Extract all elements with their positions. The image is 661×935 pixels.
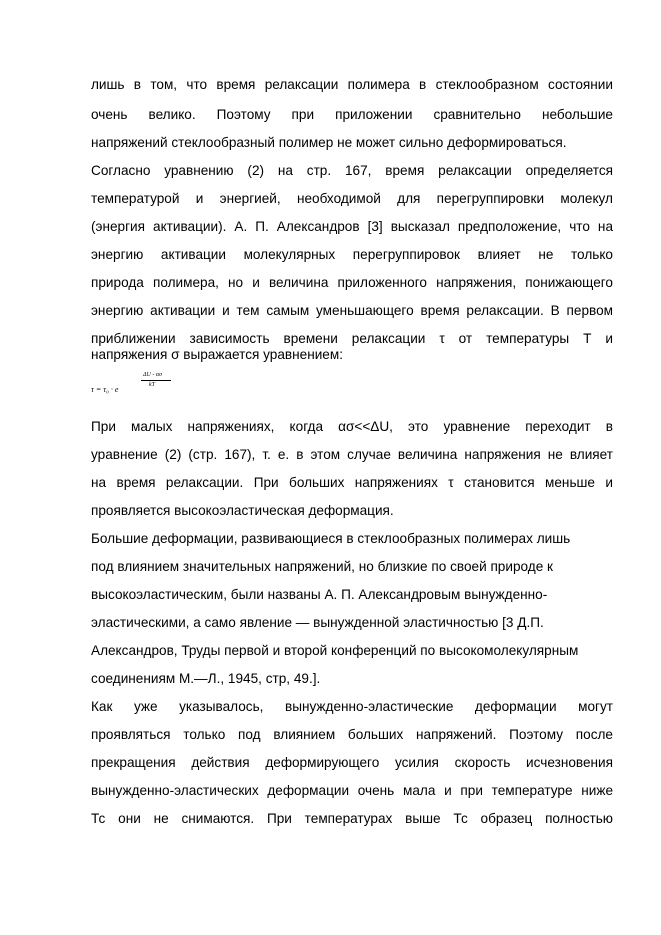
text-line: прекращения действия деформирующего усилия скорость исчезновения (91, 755, 613, 770)
text-line: соединениям М.—Л., 1945, стр, 49.]. (91, 671, 321, 686)
text-line: на время релаксации. При больших напряжениях τ становится меньше и (91, 475, 613, 490)
text-line: приближении зависимость времени релаксации τ от температуры Т и (91, 331, 613, 346)
text-line: Александров, Труды первой и второй конференций по высокомолекулярным (91, 643, 579, 658)
text-line: природа полимера, но и величина приложенного напряжения, понижающего (91, 275, 613, 290)
text-line: напряжений стеклообразный полимер не может сильно деформироваться. (91, 135, 567, 150)
formula-exponent-denominator: kT (149, 382, 155, 388)
text-line: эластическими, а само явление — вынужденной эластичностью [3 Д.П. (91, 615, 544, 630)
text-line: При малых напряжениях, когда ασ<<ΔU, это уравнение переходит в (91, 419, 613, 434)
formula-base: τ = τ₀ · e (91, 385, 119, 394)
text-line: напряжения σ выражается уравнением: (91, 347, 343, 362)
text-line: энергию активации молекулярных перегруппировок влияет не только (91, 247, 613, 262)
text-line: вынужденно-эластических деформации очень мала и при температуре ниже (91, 783, 613, 798)
text-line: энергию активации и тем самым уменьшающего время релаксации. В первом (91, 303, 613, 318)
text-line: уравнение (2) (стр. 167), т. е. в этом случае величина напряжения не влияет (91, 447, 613, 462)
text-line: высокоэластическим, были названы А. П. Александровым вынужденно- (91, 587, 548, 602)
text-line: под влиянием значительных напряжений, но близкие по своей природе к (91, 559, 553, 574)
text-line: очень велико. Поэтому при приложении сравнительно небольшие (91, 107, 613, 122)
relaxation-time-formula (91, 368, 211, 402)
text-line: Согласно уравнению (2) на стр. 167, время релаксации определяется (91, 163, 613, 178)
formula-fraction-bar (141, 380, 171, 381)
text-line: (энергия активации). А. П. Александров [3] высказал предположение, что на (91, 219, 613, 234)
text-line: лишь в том, что время релаксации полимера в стеклообразном состоянии (91, 77, 613, 92)
text-line: температурой и энергией, необходимой для перегруппировки молекул (91, 191, 613, 206)
text-line: Большие деформации, развивающиеся в стеклообразных полимерах лишь (91, 531, 571, 546)
text-line: проявляется высокоэластическая деформация. (91, 503, 394, 518)
text-line: проявляться только под влиянием больших напряжений. Поэтому после (91, 727, 613, 742)
text-line: Тс они не снимаются. При температурах выше Тс образец полностью (91, 811, 613, 826)
formula-exponent-numerator: ΔU - ασ (143, 372, 162, 378)
text-line: Как уже указывалось, вынужденно-эластические деформации могут (91, 699, 613, 714)
